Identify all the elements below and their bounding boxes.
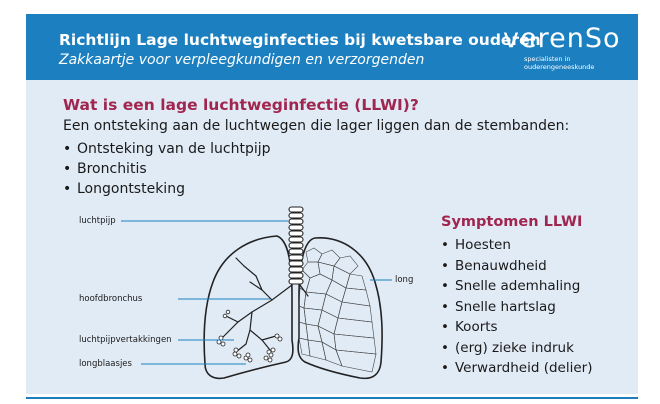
list-item: • Bronchitis <box>63 159 271 179</box>
trachea <box>289 207 303 284</box>
logo-tagline: specialisten in ouderengeneeskunde <box>524 55 595 71</box>
card-title: Richtlijn Lage luchtweginfecties bij kwetsbare ouderen <box>59 31 541 49</box>
right-lung-outline <box>298 238 382 379</box>
list-item: • Longontsteking <box>63 179 271 199</box>
list-item: • Snelle ademhaling <box>441 276 592 297</box>
label-alveoli: longblaasjes <box>79 359 132 369</box>
label-lung: long <box>395 275 414 285</box>
label-main-bronchus: hoofdbronchus <box>79 294 143 304</box>
symptoms-title: Symptomen LLWI <box>441 214 583 230</box>
definition-text: Een ontsteking aan de luchtwegen die lager liggen dan de stembanden: <box>63 118 570 134</box>
list-item: • Ontsteking van de luchtpijp <box>63 139 271 159</box>
list-item: • Snelle hartslag <box>441 297 592 318</box>
list-item: • Hoesten <box>441 235 592 256</box>
alveoli-clusters <box>217 310 282 362</box>
lung-tissue-texture <box>299 248 376 372</box>
list-item: • Koorts <box>441 317 592 338</box>
label-bronchial-branches: luchtpijpvertakkingen <box>79 335 172 345</box>
section-question: Wat is een lage luchtweginfectie (LLWI)? <box>63 96 419 114</box>
list-item: • Verwardheid (delier) <box>441 358 592 379</box>
list-item: • (erg) zieke indruk <box>441 338 592 359</box>
logo-word: verenSo <box>503 23 621 54</box>
label-trachea: luchtpijp <box>79 216 116 226</box>
symptoms-list <box>441 235 592 379</box>
list-item: • Benauwdheid <box>441 256 592 277</box>
card-subtitle: Zakkaartje voor verpleegkundigen en verzorgenden <box>59 52 425 68</box>
